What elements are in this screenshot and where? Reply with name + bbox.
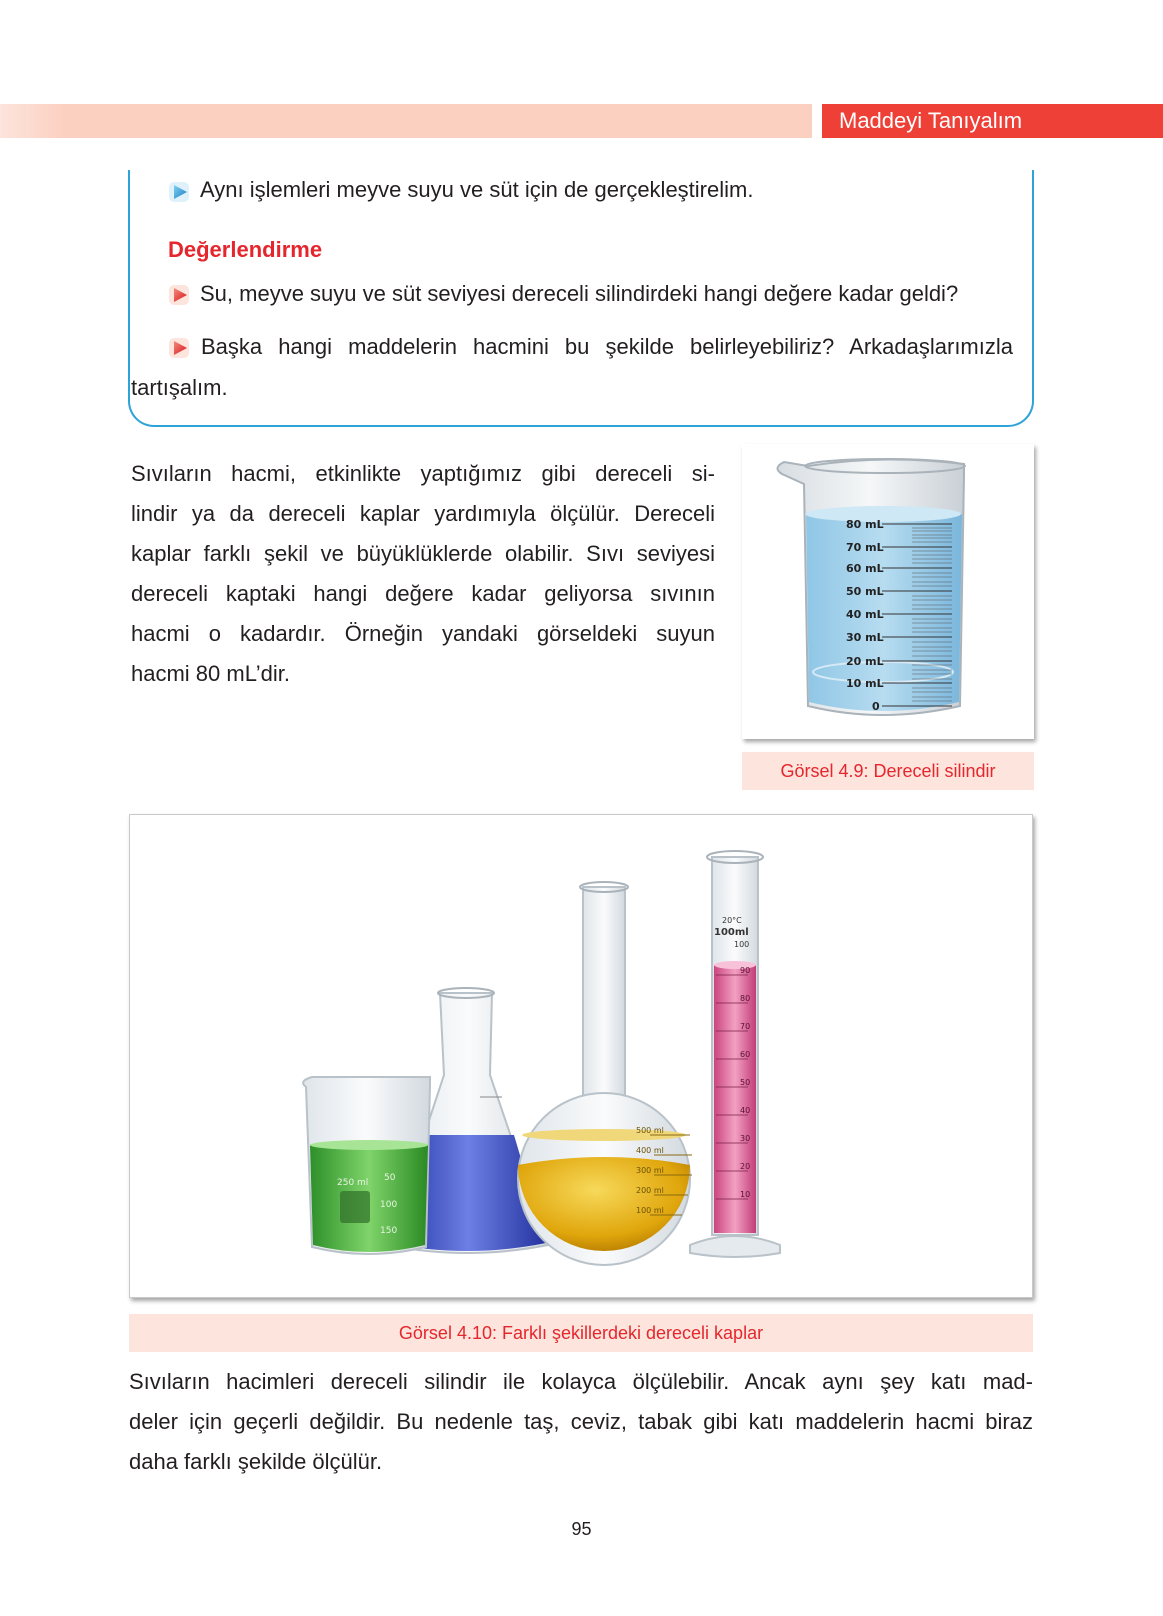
paragraph-line: Sıvıların hacmi, etkinlikte yaptığımız gibi dereceli si-: [131, 461, 715, 486]
red-triangle-bullet-icon: [168, 337, 190, 359]
cylinder-mark: 30: [740, 1134, 751, 1143]
page-number: 95: [571, 1519, 592, 1539]
cylinder-temperature: 20°C: [722, 916, 742, 925]
paragraph-line: deler için geçerli değildir. Bu nedenle taş, ceviz, tabak gibi katı maddelerin hacmi biraz: [129, 1409, 1033, 1434]
beaker-mark: 100: [380, 1200, 398, 1210]
beaker-illustration: [742, 444, 1034, 739]
paragraph-line: lindir ya da dereceli kaplar yardımıyla ölçülür. Dereceli: [131, 501, 715, 526]
glassware-illustration: [130, 815, 1032, 1297]
activity-step-text: Aynı işlemleri meyve suyu ve süt için de gerçekleştirelim.: [200, 177, 754, 202]
scale-label: 20 mL: [846, 655, 884, 668]
figure-graduated-beaker: [742, 444, 1034, 739]
flask-mark: 200 ml: [636, 1186, 664, 1195]
evaluation-question-1: Su, meyve suyu ve süt seviyesi dereceli silindirdeki hangi değere kadar geldi?: [200, 281, 959, 306]
beaker-mark: 50: [384, 1173, 396, 1183]
figure-caption: Görsel 4.9: Dereceli silindir: [742, 752, 1034, 790]
figure-caption: Görsel 4.10: Farklı şekillerdeki dereceli kaplar: [129, 1314, 1033, 1352]
flask-mark: 400 ml: [636, 1146, 664, 1155]
section-title: Maddeyi Tanıyalım: [839, 108, 1023, 133]
scale-label: 70 mL: [846, 541, 884, 554]
scale-label: 0: [872, 700, 880, 713]
paragraph-line: hacmi 80 mL’dir.: [131, 661, 290, 686]
scale-label: 50 mL: [846, 585, 884, 598]
cylinder-mark: 40: [740, 1106, 751, 1115]
paragraph-line: kaplar farklı şekil ve büyüklüklerde olabilir. Sıvı seviyesi: [131, 541, 715, 566]
beaker-mark: 150: [380, 1226, 398, 1236]
flask-mark: 500 ml: [636, 1126, 664, 1135]
evaluation-question-2-line-1: Başka hangi maddelerin hacmini bu şekilde belirleyebiliriz? Arkadaşlarımızla: [201, 334, 1013, 359]
cylinder-mark: 80: [740, 994, 751, 1003]
cylinder-mark: 50: [740, 1078, 751, 1087]
beaker-volume-label: 250 ml: [337, 1178, 369, 1188]
figure-glassware: [129, 814, 1033, 1298]
cylinder-mark: 90: [740, 966, 751, 975]
scale-label: 40 mL: [846, 608, 884, 621]
evaluation-title: Değerlendirme: [168, 237, 323, 262]
cylinder-mark: 100: [734, 940, 750, 949]
cylinder-capacity: 100ml: [714, 927, 749, 938]
scale-label: 10 mL: [846, 677, 884, 690]
scale-label: 30 mL: [846, 631, 884, 644]
scale-label: 80 mL: [846, 518, 884, 531]
blue-triangle-bullet-icon: [168, 181, 190, 203]
cylinder-mark: 60: [740, 1050, 751, 1059]
red-triangle-bullet-icon: [168, 284, 190, 306]
scale-label: 60 mL: [846, 562, 884, 575]
cylinder-mark: 70: [740, 1022, 751, 1031]
header-band: [0, 104, 812, 138]
flask-mark: 300 ml: [636, 1166, 664, 1175]
cylinder-mark: 20: [740, 1162, 751, 1171]
evaluation-question-2-line-2: tartışalım.: [131, 375, 228, 400]
paragraph-line: dereceli kaptaki hangi değere kadar geliyorsa sıvının: [131, 581, 715, 606]
flask-mark: 100 ml: [636, 1206, 664, 1215]
paragraph-line: Sıvıların hacimleri dereceli silindir ile kolayca ölçülebilir. Ancak aynı şey katı mad-: [129, 1369, 1033, 1394]
paragraph-line: daha farklı şekilde ölçülür.: [129, 1449, 383, 1474]
cylinder-mark: 10: [740, 1190, 751, 1199]
paragraph-line: hacmi o kadardır. Örneğin yandaki görseldeki suyun: [131, 621, 715, 646]
